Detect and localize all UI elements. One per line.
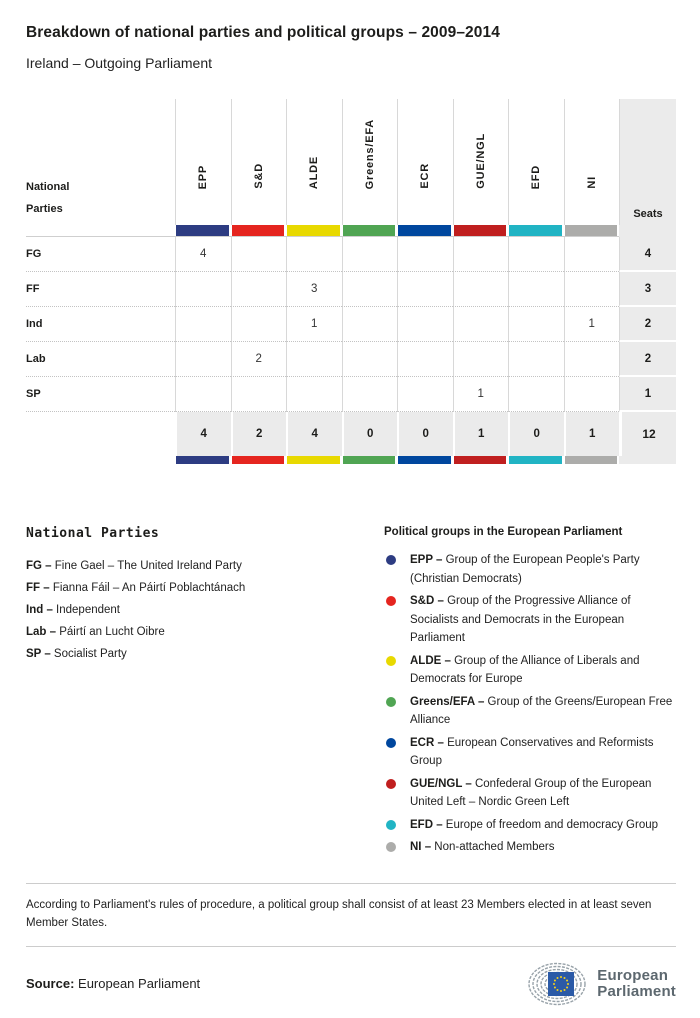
party-label: FF (26, 272, 175, 307)
party-legend-item-ind: Ind – Independent (26, 604, 120, 616)
seats-bottom-spacer (619, 456, 676, 464)
seat-count-cell: 3 (286, 272, 342, 307)
seat-count-cell (342, 272, 398, 307)
seat-count-cell (508, 342, 564, 377)
column-header-gue-ngl (453, 99, 509, 225)
logo-line-1: European (597, 966, 669, 984)
row-seats-total: 2 (619, 342, 676, 377)
hemicycle-icon (524, 961, 588, 1007)
political-groups-heading: Political groups in the European Parliament (384, 526, 623, 538)
group-legend-item-efd (384, 816, 676, 835)
group-legend-text: EPP – Group of the European People's Party (Christian Democrats) (410, 554, 640, 585)
gue-ngl-color-bar (453, 225, 509, 237)
column-header-s-d (231, 99, 287, 225)
seat-count-cell (453, 307, 509, 342)
source-value: European Parliament (78, 976, 201, 991)
group-legend-text: S&D – Group of the Progressive Alliance of Socialists and Democrats in the European Parliament (410, 595, 631, 644)
party-label: Lab (26, 342, 175, 377)
table-corner-header (26, 99, 175, 225)
row-seats-total: 3 (619, 272, 676, 307)
efd-color-bar-bottom (508, 456, 564, 464)
s-d-color-bar-bottom (231, 456, 287, 464)
source-line (26, 976, 200, 991)
epp-color-bar-bottom (175, 456, 231, 464)
group-legend-text: GUE/NGL – Confederal Group of the European United Left – Nordic Green Left (410, 777, 652, 808)
logo-wordmark (597, 968, 676, 1000)
bar-row-spacer (26, 225, 175, 237)
column-header-epp (175, 99, 231, 225)
seat-count-cell (564, 342, 620, 377)
party-label: FG (26, 237, 175, 272)
footer (26, 961, 676, 1007)
national-parties-list (26, 555, 364, 665)
seat-count-cell (397, 342, 453, 377)
group-legend-text: EFD – Europe of freedom and democracy Group (410, 818, 659, 831)
seat-count-cell (508, 272, 564, 307)
group-legend-text: ALDE – Group of the Alliance of Liberals and Democrats for Europe (410, 654, 640, 685)
national-parties-heading: National Parties (26, 526, 160, 541)
gue-ngl-color-dot (386, 779, 396, 789)
seat-count-cell: 2 (231, 342, 287, 377)
footnote: According to Parliament's rules of procedure, a political group shall consist of at least 23 Members elected in at least seven Member States. (26, 898, 652, 929)
greens-efa-total: 0 (342, 412, 398, 456)
seat-count-cell (453, 272, 509, 307)
seat-count-cell: 4 (175, 237, 231, 272)
seat-count-cell (397, 307, 453, 342)
seat-count-cell: 1 (453, 377, 509, 412)
seat-count-cell (231, 272, 287, 307)
seat-count-cell (231, 377, 287, 412)
row-seats-total: 2 (619, 307, 676, 342)
s-d-color-dot (386, 596, 396, 606)
parliament-table (26, 99, 676, 464)
seats-column-header: Seats (619, 99, 676, 225)
seat-count-cell (508, 307, 564, 342)
totals-row-spacer (26, 412, 175, 456)
seat-count-cell (453, 237, 509, 272)
column-header-label: EPP (197, 164, 210, 189)
epp-color-dot (386, 555, 396, 565)
page-title: Breakdown of national parties and political groups – 2009–2014 (26, 24, 500, 41)
legend-section (26, 526, 676, 861)
column-header-ni (564, 99, 620, 225)
grand-total: 12 (619, 412, 676, 456)
seat-count-cell (397, 377, 453, 412)
gue-ngl-color-bar-bottom (453, 456, 509, 464)
ni-color-bar (564, 225, 620, 237)
seat-count-cell (342, 237, 398, 272)
ecr-total: 0 (397, 412, 453, 456)
divider-top (26, 883, 676, 884)
column-header-alde (286, 99, 342, 225)
group-legend-text: Greens/EFA – Group of the Greens/European Free Alliance (410, 695, 673, 726)
ni-total: 1 (564, 412, 620, 456)
page-subtitle: Ireland – Outgoing Parliament (26, 55, 212, 71)
group-legend-item-gue-ngl (384, 775, 676, 812)
group-legend-item-ni (384, 838, 676, 857)
seat-count-cell (508, 377, 564, 412)
column-header-efd (508, 99, 564, 225)
national-parties-legend (26, 526, 384, 861)
seat-count-cell: 1 (286, 307, 342, 342)
political-groups-legend (384, 526, 676, 861)
column-header-label: EFD (530, 164, 543, 189)
seat-count-cell (231, 307, 287, 342)
ni-color-bar-bottom (564, 456, 620, 464)
s-d-color-bar (231, 225, 287, 237)
political-groups-list (384, 551, 676, 857)
column-header-label: NI (585, 176, 598, 189)
seat-count-cell (453, 342, 509, 377)
seat-count-cell (286, 237, 342, 272)
source-label: Source: (26, 976, 75, 991)
party-legend-item-fg: FG – Fine Gael – The United Ireland Party (26, 560, 242, 572)
alde-color-bar (286, 225, 342, 237)
epp-color-bar (175, 225, 231, 237)
greens-efa-color-bar (342, 225, 398, 237)
column-header-label: ALDE (308, 155, 321, 189)
column-header-ecr (397, 99, 453, 225)
column-header-label: Greens/EFA (363, 118, 376, 189)
seat-count-cell (286, 377, 342, 412)
divider-bottom (26, 946, 676, 947)
seat-count-cell (175, 272, 231, 307)
ni-color-dot (386, 842, 396, 852)
seats-bar-spacer (619, 225, 676, 237)
seat-count-cell (175, 307, 231, 342)
seat-count-cell (175, 377, 231, 412)
eu-flag-icon (548, 972, 574, 996)
alde-color-bar-bottom (286, 456, 342, 464)
alde-total: 4 (286, 412, 342, 456)
party-label: Ind (26, 307, 175, 342)
seat-count-cell (564, 237, 620, 272)
column-header-label: GUE/NGL (474, 133, 487, 189)
greens-efa-color-bar-bottom (342, 456, 398, 464)
seat-count-cell (231, 237, 287, 272)
seat-count-cell: 1 (564, 307, 620, 342)
european-parliament-logo (524, 961, 676, 1007)
efd-color-bar (508, 225, 564, 237)
seat-count-cell (342, 307, 398, 342)
efd-color-dot (386, 820, 396, 830)
group-legend-item-ecr (384, 734, 676, 771)
row-seats-total: 4 (619, 237, 676, 272)
seat-count-cell (397, 237, 453, 272)
group-legend-item-epp (384, 551, 676, 588)
seat-count-cell (564, 377, 620, 412)
group-legend-item-alde (384, 652, 676, 689)
group-legend-text: ECR – European Conservatives and Reformists Group (410, 736, 654, 767)
party-legend-item-ff: FF – Fianna Fáil – An Páirtí Poblachtánach (26, 582, 246, 594)
ecr-color-bar (397, 225, 453, 237)
s-d-total: 2 (231, 412, 287, 456)
group-legend-text: NI – Non-attached Members (410, 841, 555, 853)
column-header-label: S&D (252, 163, 265, 189)
group-legend-item-s-d (384, 592, 676, 648)
party-legend-item-lab: Lab – Páirtí an Lucht Oibre (26, 626, 165, 638)
alde-color-dot (386, 656, 396, 666)
group-legend-item-greens-efa (384, 693, 676, 730)
ecr-color-bar-bottom (397, 456, 453, 464)
party-label: SP (26, 377, 175, 412)
epp-total: 4 (175, 412, 231, 456)
seat-count-cell (564, 272, 620, 307)
seat-count-cell (342, 342, 398, 377)
column-header-label: ECR (419, 163, 432, 189)
gue-ngl-total: 1 (453, 412, 509, 456)
seat-count-cell (397, 272, 453, 307)
seat-count-cell (175, 342, 231, 377)
corner-header-label: National Parties (26, 181, 70, 215)
seat-count-cell (286, 342, 342, 377)
column-header-greens-efa (342, 99, 398, 225)
greens-efa-color-dot (386, 697, 396, 707)
seat-count-cell (342, 377, 398, 412)
logo-line-2: Parliament (597, 982, 676, 1000)
efd-total: 0 (508, 412, 564, 456)
ecr-color-dot (386, 738, 396, 748)
row-seats-total: 1 (619, 377, 676, 412)
seat-count-cell (508, 237, 564, 272)
bottom-bar-spacer (26, 456, 175, 464)
party-legend-item-sp: SP – Socialist Party (26, 648, 127, 660)
